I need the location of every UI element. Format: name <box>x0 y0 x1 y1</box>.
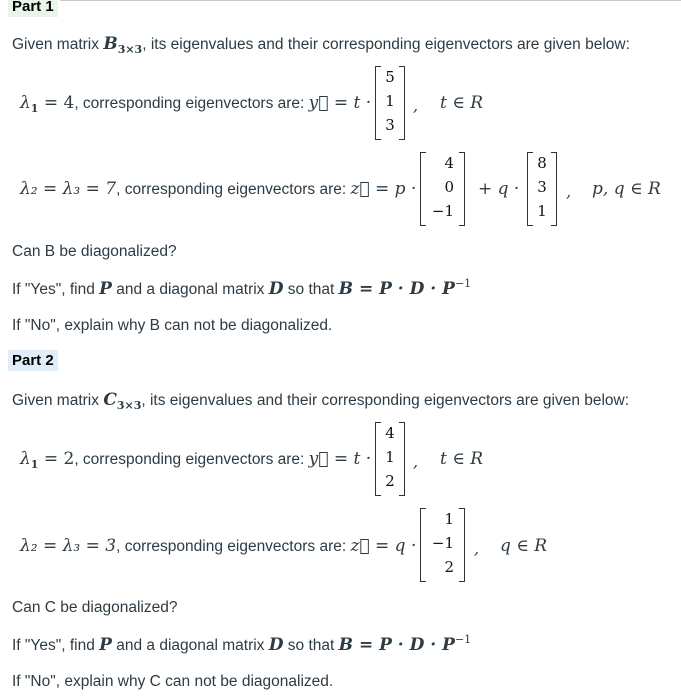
part1-eig1-lambda: λ <box>20 93 31 113</box>
vector-entry: 4 <box>444 154 454 172</box>
part2-eig2-var: z⃗ = q · <box>350 536 417 556</box>
part2-eig2-param: q ∈ R <box>500 536 548 556</box>
top-rule <box>60 0 681 1</box>
yes-text-a: If "Yes", find <box>12 637 100 654</box>
yes-text-c: so that <box>283 281 339 298</box>
part2-eig2-vector <box>420 508 465 582</box>
vector-entry: 3 <box>385 116 395 134</box>
part2-eig1-lambda: λ <box>20 449 31 469</box>
matrix-P: P <box>99 279 112 299</box>
part1-eig2-line <box>20 179 416 199</box>
vector-entry: −1 <box>431 202 454 220</box>
part2-intro <box>12 390 629 410</box>
part2-label: Part 2 <box>8 350 58 371</box>
matrix-P: P <box>99 635 112 655</box>
part1-yes-line <box>12 279 471 299</box>
vector-entry: 3 <box>537 178 547 196</box>
part1-eig1-value: = 4 <box>38 93 75 113</box>
diagonalization-equation: B = P · D · P <box>338 279 455 299</box>
part2-eig2-lambda: λ₂ = λ₃ = 3 <box>20 536 117 556</box>
vector-entry: 4 <box>385 424 395 442</box>
yes-text-b: and a diagonal matrix <box>111 281 269 298</box>
part2-eig1-param: t ∈ R <box>440 449 484 469</box>
vector-entry: 0 <box>444 178 454 196</box>
part1-eig2-param: p, q ∈ R <box>592 179 661 199</box>
vector-entry: 1 <box>444 510 454 528</box>
inverse-superscript: −1 <box>454 633 472 646</box>
part1-eig2-vector-a <box>420 152 465 226</box>
part2-intro-a: Given matrix <box>12 392 104 409</box>
vector-entry: 1 <box>537 202 547 220</box>
part1-eig2-lambda: λ₂ = λ₃ = 7 <box>20 179 117 199</box>
part1-eig2-var: z⃗ = p · <box>350 179 417 199</box>
vector-entry: 2 <box>385 472 395 490</box>
part2-eig1-vector <box>375 422 405 496</box>
part1-label: Part 1 <box>8 0 58 17</box>
yes-text-a: If "Yes", find <box>12 281 100 298</box>
part1-eig1-text: , corresponding eigenvectors are: <box>74 95 309 112</box>
part2-matrix-dim: 3×3 <box>116 399 142 412</box>
part1-eig1-param: t ∈ R <box>440 93 484 113</box>
part2-question: Can C be diagonalized? <box>12 599 178 616</box>
vector-entry: 8 <box>537 154 547 172</box>
part2-eig1-line <box>20 449 371 469</box>
vector-entry: 2 <box>444 558 454 576</box>
part1-eig2-text: , corresponding eigenvectors are: <box>116 181 351 198</box>
part1-eig1-sub: 1 <box>30 102 39 115</box>
part1-intro <box>12 34 630 54</box>
part2-eig2-line <box>20 536 416 556</box>
part1-eig1-var: y⃗ = t · <box>308 93 372 113</box>
part2-eig1-value: = 2 <box>38 449 75 469</box>
part1-matrix-dim: 3×3 <box>117 43 143 56</box>
part2-eig2-text: , corresponding eigenvectors are: <box>116 538 351 555</box>
matrix-D: D <box>268 635 284 655</box>
matrix-D: D <box>268 279 284 299</box>
yes-text-c: so that <box>283 637 339 654</box>
diagonalization-equation: B = P · D · P <box>338 635 455 655</box>
vector-entry: 1 <box>385 92 395 110</box>
part2-no-line: If "No", explain why C can not be diagonalized. <box>12 673 334 690</box>
vector-entry: −1 <box>431 534 454 552</box>
part2-eig1-text: , corresponding eigenvectors are: <box>74 451 309 468</box>
part2-eig1-sub: 1 <box>30 458 39 471</box>
part1-eig1-vector <box>375 66 405 140</box>
vector-entry: 5 <box>385 68 395 86</box>
part2-intro-b: , its eigenvalues and their corresponding eigenvectors are given below: <box>141 392 630 409</box>
part1-no-line: If "No", explain why B can not be diagonalized. <box>12 317 333 334</box>
vector-entry: 1 <box>385 448 395 466</box>
part1-question: Can B be diagonalized? <box>12 243 177 260</box>
part1-eig2-vector-b <box>527 152 557 226</box>
part1-intro-b: , its eigenvalues and their corresponding eigenvectors are given below: <box>142 36 630 53</box>
inverse-superscript: −1 <box>454 277 472 290</box>
yes-text-b: and a diagonal matrix <box>111 637 269 654</box>
part1-matrix-name: B <box>103 34 118 54</box>
part1-eig1-line <box>20 93 371 113</box>
part2-matrix-name: C <box>103 390 117 410</box>
part1-eig2-plus: + q · <box>478 179 520 199</box>
part2-yes-line <box>12 635 471 655</box>
part2-eig1-var: y⃗ = t · <box>308 449 372 469</box>
part1-intro-a: Given matrix <box>12 36 104 53</box>
